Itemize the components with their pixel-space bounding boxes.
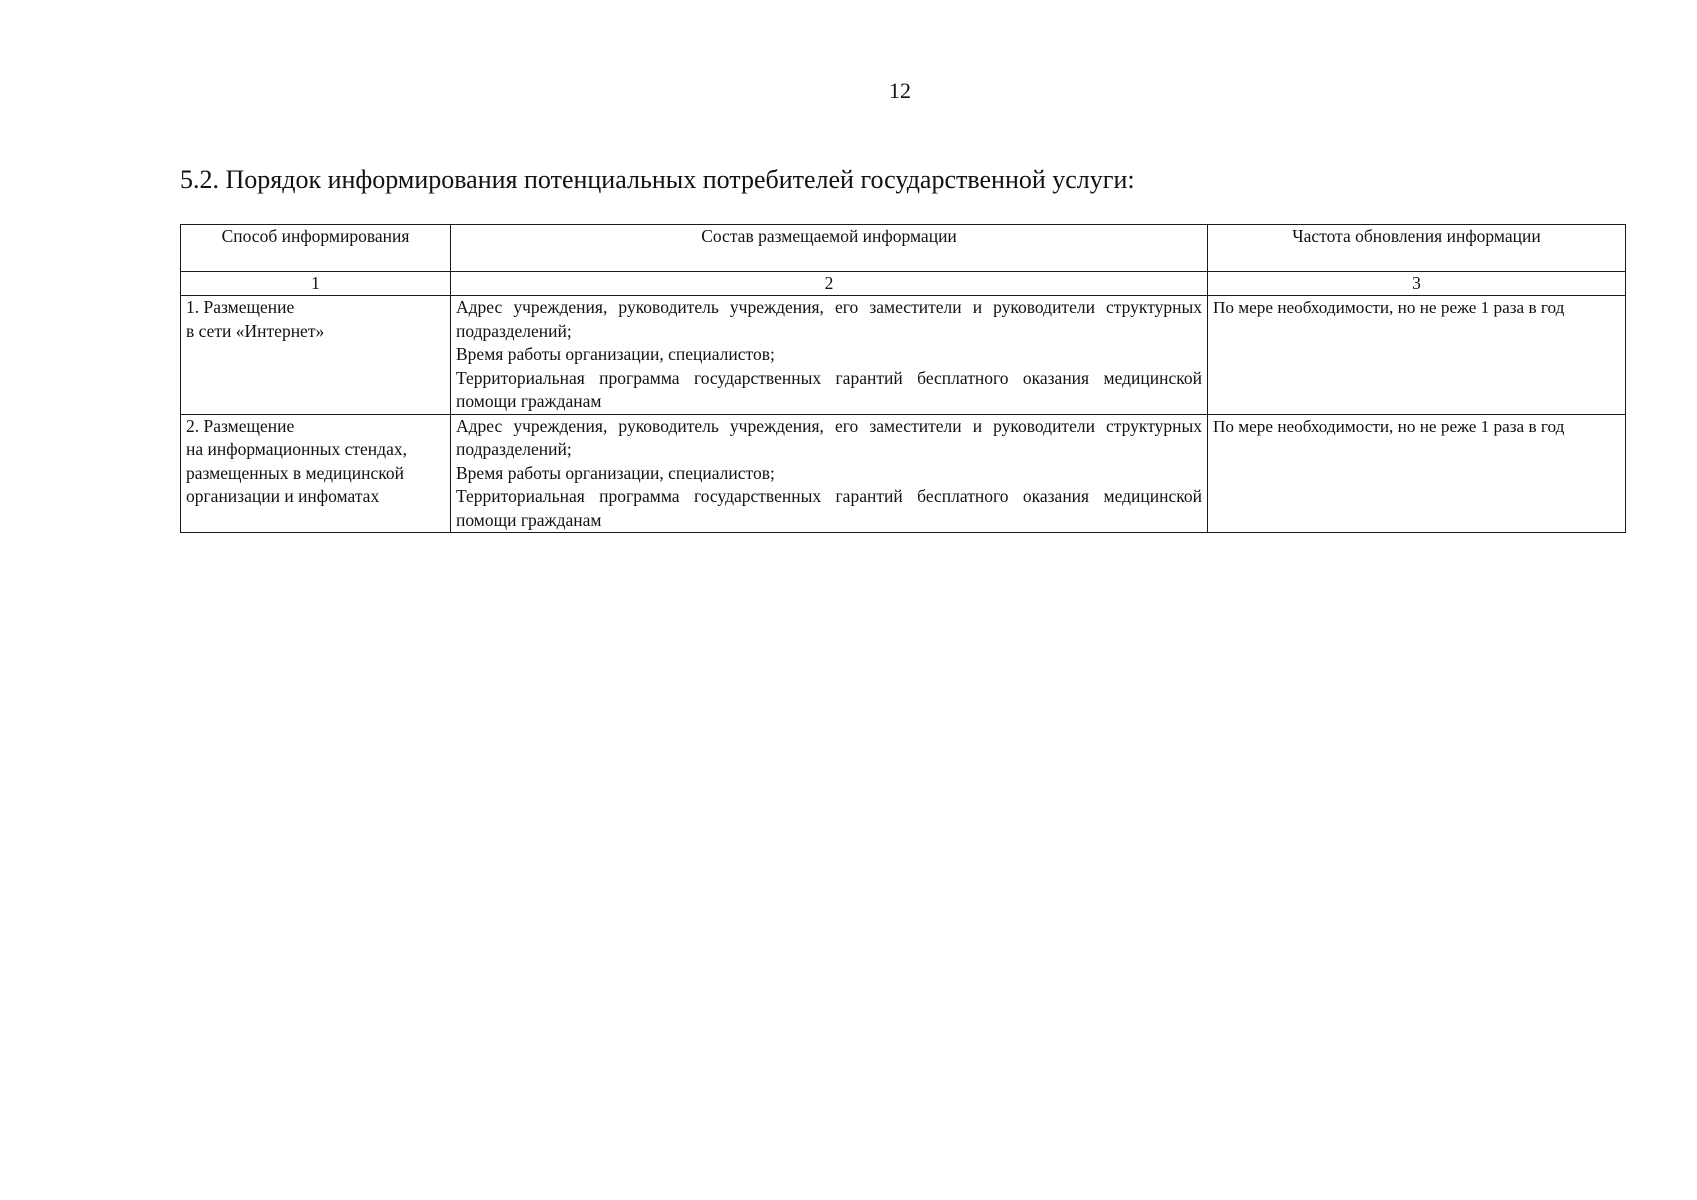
- content-line: Время работы организации, специалистов;: [456, 344, 775, 364]
- information-table: [180, 224, 1626, 533]
- column-number-row: [181, 272, 1626, 296]
- content-line: Адрес учреждения, руководитель учреждения, его заместители и руководители структурных подразделений;: [456, 297, 1202, 341]
- page-number: 12: [889, 78, 911, 103]
- section-title: 5.2. Порядок информирования потенциальных потребителей государственной услуги:: [180, 165, 1135, 194]
- table-row: [181, 414, 1626, 533]
- frequency-cell: По мере необходимости, но не реже 1 раза в год: [1208, 414, 1626, 533]
- header-frequency: Частота обновления информации: [1208, 225, 1626, 272]
- table-header-row: [181, 225, 1626, 272]
- table-row: [181, 296, 1626, 415]
- content-line: Территориальная программа государственных гарантий бесплатного оказания медицинской помощи гражданам: [456, 486, 1202, 530]
- content-cell: [451, 296, 1208, 415]
- method-cell: 2. Размещение на информационных стендах, размещенных в медицинской организации и инфоматах: [181, 414, 451, 533]
- column-number: 3: [1208, 272, 1626, 296]
- column-number: 1: [181, 272, 451, 296]
- content-line: Адрес учреждения, руководитель учреждения, его заместители и руководители структурных подразделений;: [456, 415, 1202, 459]
- content-line: Территориальная программа государственных гарантий бесплатного оказания медицинской помощи гражданам: [456, 367, 1202, 411]
- method-cell: 1. Размещение в сети «Интернет»: [181, 296, 451, 415]
- header-method: Способ информирования: [181, 225, 451, 272]
- frequency-cell: По мере необходимости, но не реже 1 раза в год: [1208, 296, 1626, 415]
- column-number: 2: [451, 272, 1208, 296]
- content-cell: [451, 414, 1208, 533]
- content-line: Время работы организации, специалистов;: [456, 462, 775, 483]
- header-content: Состав размещаемой информации: [451, 225, 1208, 272]
